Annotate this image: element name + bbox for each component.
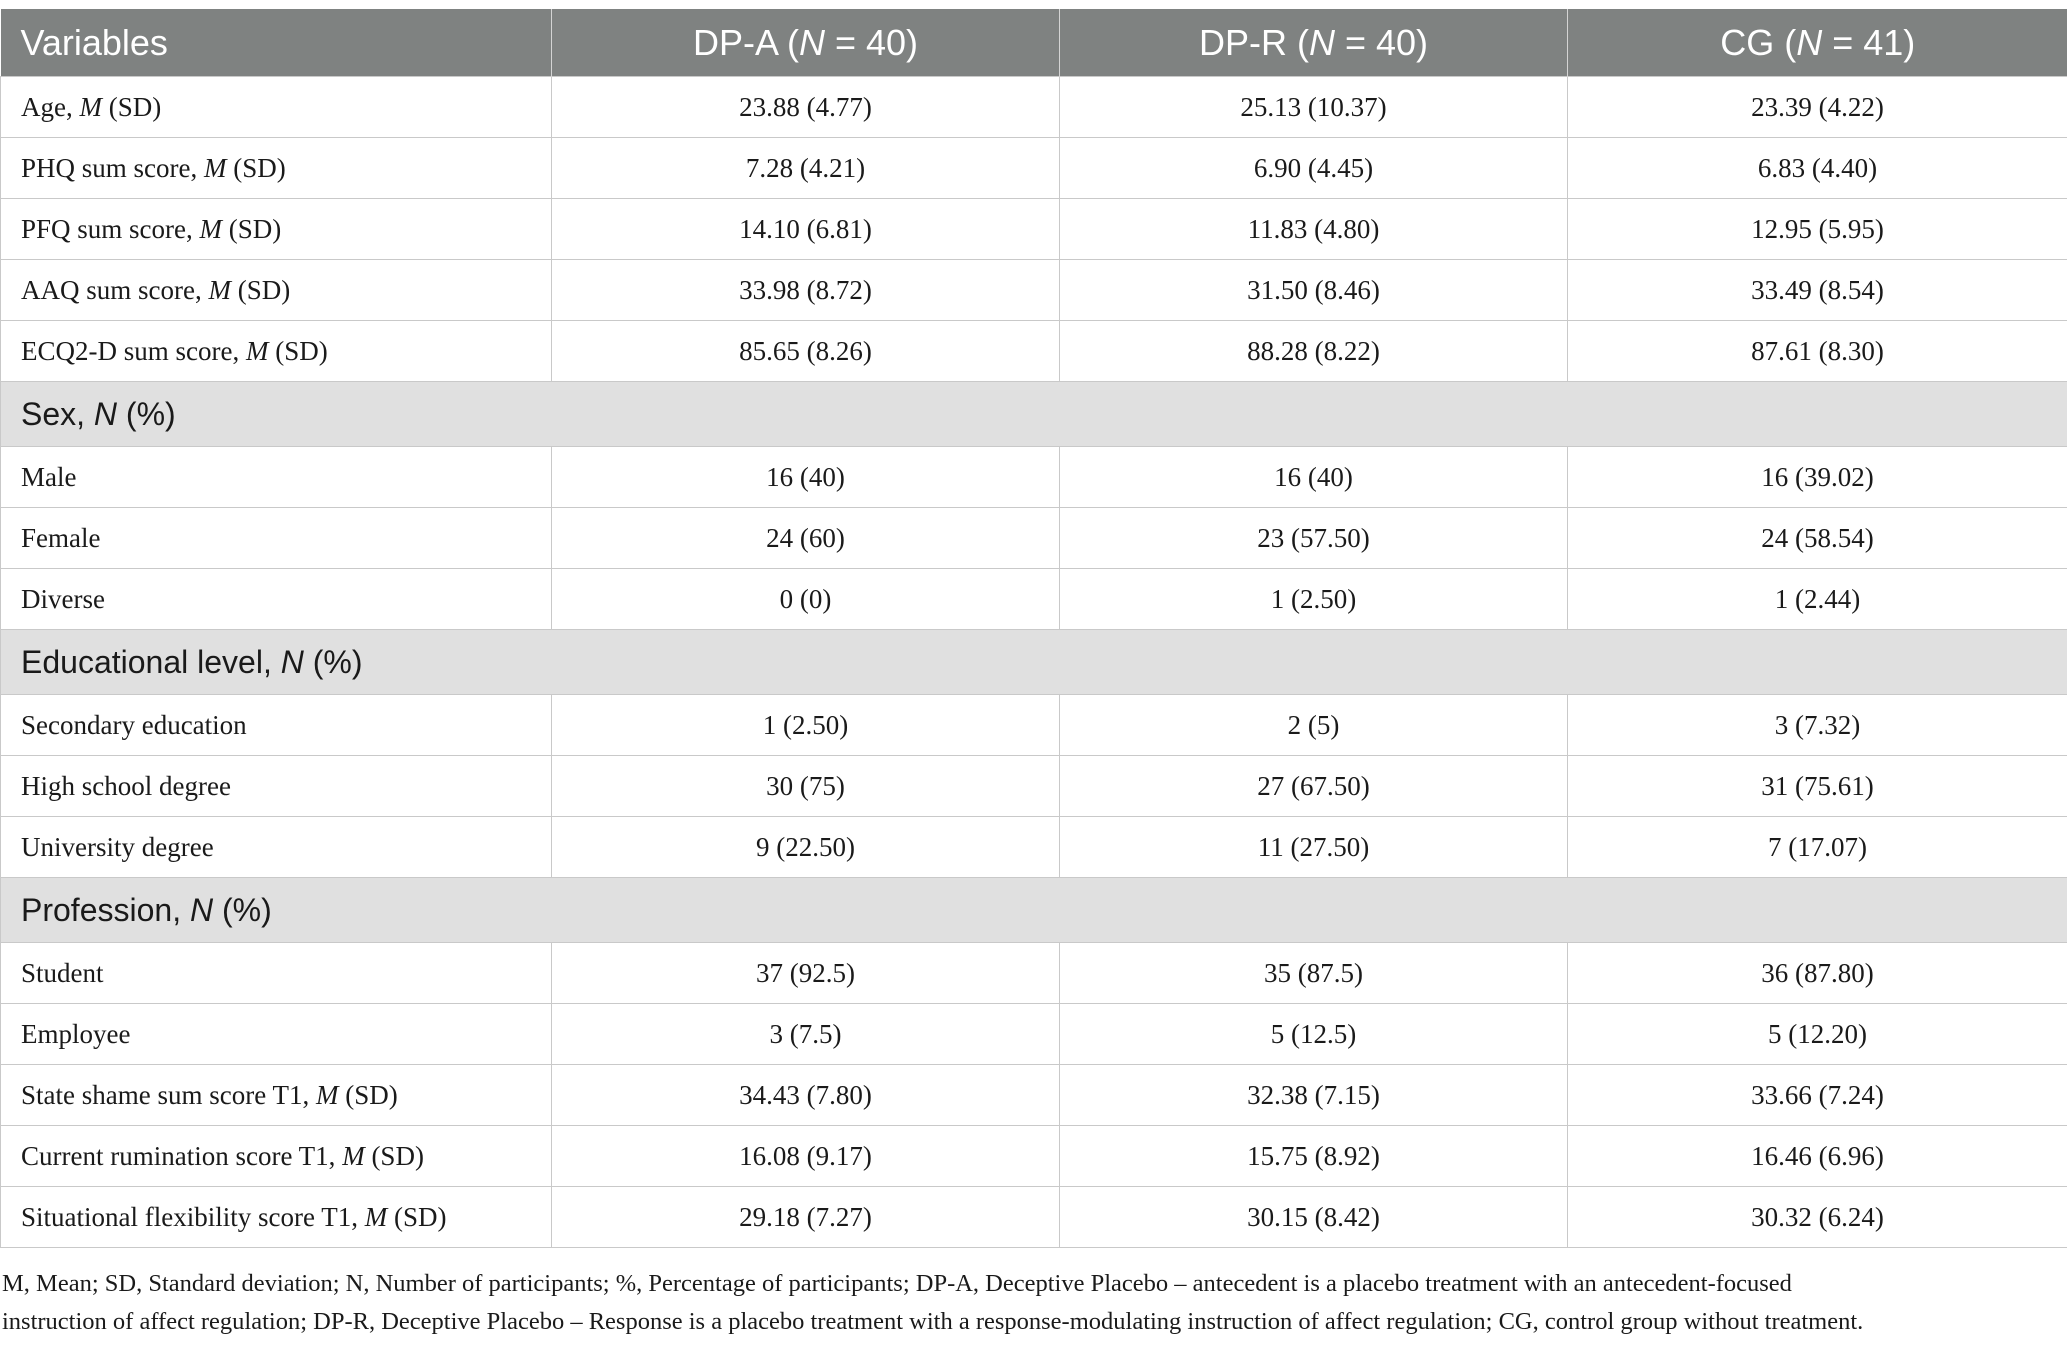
cell-cg: 24 (58.54) xyxy=(1568,508,2067,569)
cell-dp-a: 7.28 (4.21) xyxy=(552,138,1060,199)
cell-dp-a: 24 (60) xyxy=(552,508,1060,569)
cell-dp-a: 85.65 (8.26) xyxy=(552,321,1060,382)
demographics-table xyxy=(0,9,2067,1248)
cell-cg: 87.61 (8.30) xyxy=(1568,321,2067,382)
cell-dp-r: 1 (2.50) xyxy=(1060,569,1568,630)
cell-cg: 36 (87.80) xyxy=(1568,943,2067,1004)
cell-cg: 30.32 (6.24) xyxy=(1568,1187,2067,1248)
header-group-cg: CG (N = 41) xyxy=(1568,9,2067,77)
footnote-line-1: M, Mean; SD, Standard deviation; N, Number of participants; %, Percentage of participants; DP-A, Deceptive Placebo – antecedent is a placebo treatment with an antecedent-focused xyxy=(2,1270,1792,1297)
row-label: Employee xyxy=(1,1004,552,1065)
section-header-label: Educational level, N (%) xyxy=(1,630,2067,695)
row-label: Situational flexibility score T1, M (SD) xyxy=(1,1187,552,1248)
cell-cg: 12.95 (5.95) xyxy=(1568,199,2067,260)
cell-dp-r: 11.83 (4.80) xyxy=(1060,199,1568,260)
cell-cg: 16 (39.02) xyxy=(1568,447,2067,508)
row-label: Diverse xyxy=(1,569,552,630)
header-variables: Variables xyxy=(1,9,552,77)
row-label: AAQ sum score, M (SD) xyxy=(1,260,552,321)
cell-dp-a: 14.10 (6.81) xyxy=(552,199,1060,260)
cell-cg: 33.66 (7.24) xyxy=(1568,1065,2067,1126)
table-row xyxy=(1,138,2067,199)
section-header-label: Profession, N (%) xyxy=(1,878,2067,943)
cell-cg: 16.46 (6.96) xyxy=(1568,1126,2067,1187)
cell-dp-r: 2 (5) xyxy=(1060,695,1568,756)
cell-dp-a: 34.43 (7.80) xyxy=(552,1065,1060,1126)
row-label: Female xyxy=(1,508,552,569)
cell-dp-r: 23 (57.50) xyxy=(1060,508,1568,569)
cell-dp-r: 11 (27.50) xyxy=(1060,817,1568,878)
table-row xyxy=(1,1065,2067,1126)
table-row xyxy=(1,569,2067,630)
cell-dp-r: 25.13 (10.37) xyxy=(1060,77,1568,138)
row-label: PHQ sum score, M (SD) xyxy=(1,138,552,199)
section-header-row xyxy=(1,382,2067,447)
table-row xyxy=(1,508,2067,569)
table-row xyxy=(1,1187,2067,1248)
row-label: PFQ sum score, M (SD) xyxy=(1,199,552,260)
row-label: High school degree xyxy=(1,756,552,817)
cell-dp-r: 32.38 (7.15) xyxy=(1060,1065,1568,1126)
section-header-row xyxy=(1,878,2067,943)
table-row xyxy=(1,447,2067,508)
cell-dp-a: 3 (7.5) xyxy=(552,1004,1060,1065)
cell-cg: 7 (17.07) xyxy=(1568,817,2067,878)
footnote-line-2: instruction of affect regulation; DP-R, Deceptive Placebo – Response is a placebo treatment with a response-modulating instruction of affect regulation; CG, control group without treatment. xyxy=(2,1308,1864,1335)
table-row xyxy=(1,77,2067,138)
cell-cg: 6.83 (4.40) xyxy=(1568,138,2067,199)
cell-cg: 31 (75.61) xyxy=(1568,756,2067,817)
cell-cg: 23.39 (4.22) xyxy=(1568,77,2067,138)
table-row xyxy=(1,199,2067,260)
row-label: ECQ2-D sum score, M (SD) xyxy=(1,321,552,382)
cell-dp-r: 5 (12.5) xyxy=(1060,1004,1568,1065)
cell-dp-a: 37 (92.5) xyxy=(552,943,1060,1004)
cell-dp-r: 31.50 (8.46) xyxy=(1060,260,1568,321)
table-row xyxy=(1,1004,2067,1065)
cell-dp-a: 23.88 (4.77) xyxy=(552,77,1060,138)
cell-dp-a: 16 (40) xyxy=(552,447,1060,508)
table-row xyxy=(1,260,2067,321)
table-header xyxy=(1,9,2067,77)
table-row xyxy=(1,321,2067,382)
cell-dp-a: 9 (22.50) xyxy=(552,817,1060,878)
table-row xyxy=(1,756,2067,817)
header-group-dp-a: DP-A (N = 40) xyxy=(552,9,1060,77)
row-label: Age, M (SD) xyxy=(1,77,552,138)
cell-dp-r: 16 (40) xyxy=(1060,447,1568,508)
row-label: Male xyxy=(1,447,552,508)
cell-dp-r: 30.15 (8.42) xyxy=(1060,1187,1568,1248)
row-label: Current rumination score T1, M (SD) xyxy=(1,1126,552,1187)
cell-dp-r: 6.90 (4.45) xyxy=(1060,138,1568,199)
cell-dp-a: 33.98 (8.72) xyxy=(552,260,1060,321)
cell-dp-r: 88.28 (8.22) xyxy=(1060,321,1568,382)
table-footnote xyxy=(2,1265,2062,1341)
cell-cg: 1 (2.44) xyxy=(1568,569,2067,630)
table-row xyxy=(1,695,2067,756)
row-label: University degree xyxy=(1,817,552,878)
table-body xyxy=(1,77,2067,1248)
cell-dp-a: 0 (0) xyxy=(552,569,1060,630)
row-label: Student xyxy=(1,943,552,1004)
cell-cg: 5 (12.20) xyxy=(1568,1004,2067,1065)
table-row xyxy=(1,817,2067,878)
header-group-dp-r: DP-R (N = 40) xyxy=(1060,9,1568,77)
cell-cg: 33.49 (8.54) xyxy=(1568,260,2067,321)
section-header-label: Sex, N (%) xyxy=(1,382,2067,447)
table-row xyxy=(1,1126,2067,1187)
cell-dp-r: 15.75 (8.92) xyxy=(1060,1126,1568,1187)
row-label: State shame sum score T1, M (SD) xyxy=(1,1065,552,1126)
cell-dp-a: 30 (75) xyxy=(552,756,1060,817)
demographics-table-container xyxy=(0,9,2067,1248)
table-row xyxy=(1,943,2067,1004)
cell-dp-a: 1 (2.50) xyxy=(552,695,1060,756)
section-header-row xyxy=(1,630,2067,695)
row-label: Secondary education xyxy=(1,695,552,756)
cell-dp-a: 29.18 (7.27) xyxy=(552,1187,1060,1248)
cell-dp-a: 16.08 (9.17) xyxy=(552,1126,1060,1187)
header-row xyxy=(1,9,2067,77)
cell-dp-r: 35 (87.5) xyxy=(1060,943,1568,1004)
cell-dp-r: 27 (67.50) xyxy=(1060,756,1568,817)
cell-cg: 3 (7.32) xyxy=(1568,695,2067,756)
